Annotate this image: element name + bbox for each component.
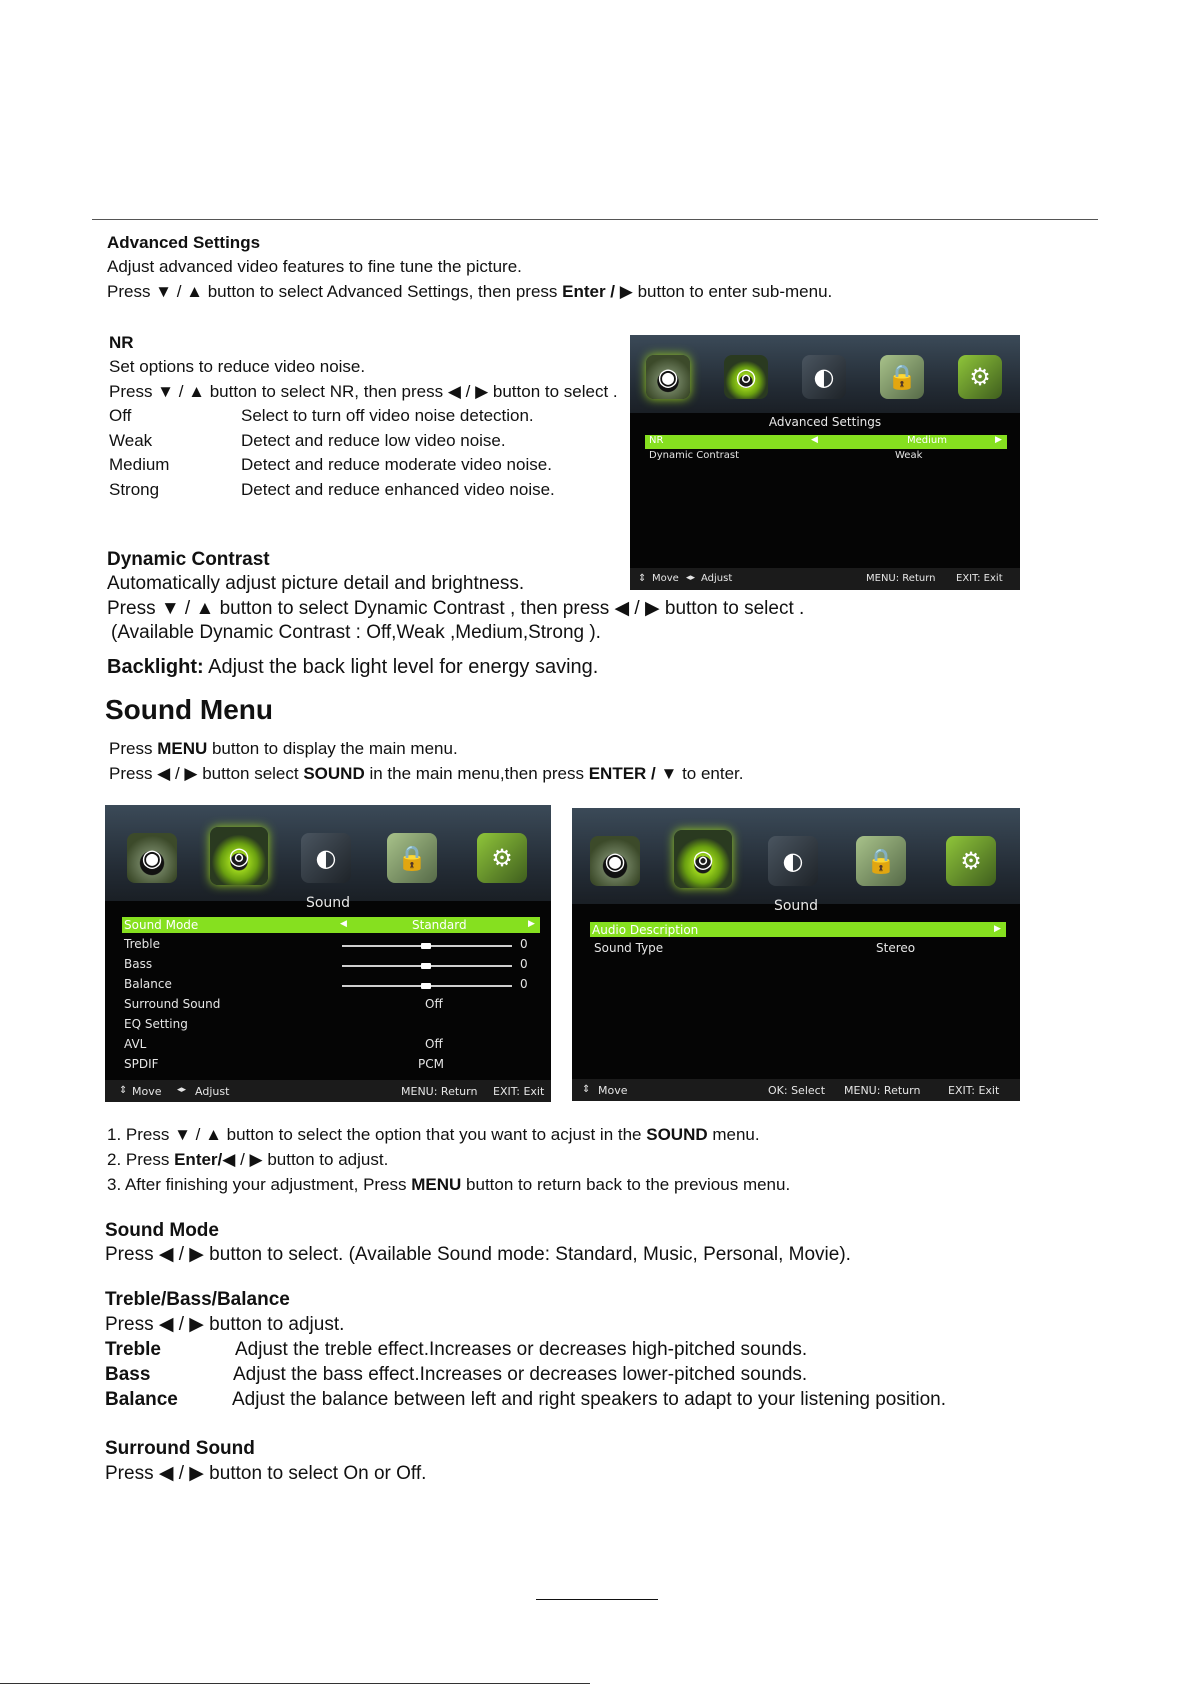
channel-menu-icon[interactable]: ◐	[301, 833, 351, 883]
lock-menu-icon[interactable]: 🔒	[856, 836, 906, 886]
dynamic-contrast-desc: Automatically adjust picture detail and brightness.	[107, 573, 525, 594]
channel-menu-icon[interactable]: ◐	[802, 355, 846, 399]
step-key: MENU	[411, 1175, 462, 1194]
bottom-edge-rule	[0, 1683, 590, 1684]
sound-mode-heading: Sound Mode	[105, 1220, 219, 1241]
step-text: ◀ / ▶ button to adjust.	[222, 1150, 389, 1169]
picture-menu-icon[interactable]: ◉	[646, 355, 690, 399]
step-key: Enter/	[174, 1150, 223, 1169]
move-hint: Move	[598, 1084, 628, 1097]
screen-menu-title: Sound	[305, 895, 351, 911]
menu-row-value: Off	[425, 997, 443, 1011]
adjust-hint: Adjust	[195, 1085, 230, 1098]
move-hint: Move	[652, 573, 679, 584]
surround-sound-text: Press ◀ / ▶ button to select On or Off.	[105, 1463, 427, 1484]
nr-option-term: Weak	[109, 431, 153, 450]
menu-row-label: Sound Mode	[124, 918, 199, 932]
menu-icon-bar	[630, 335, 1020, 413]
sound-menu-icon[interactable]: ◎	[210, 827, 268, 885]
sound-mode-text: Press ◀ / ▶ button to select. (Available Sound mode: Standard, Music, Personal, Movie).	[105, 1244, 851, 1265]
menu-row-label: Audio Description	[592, 923, 699, 937]
nr-option-desc: Select to turn off video noise detection.	[241, 406, 534, 425]
menu-row-value: 0	[520, 977, 528, 991]
menu-row-value: Weak	[895, 450, 923, 461]
lock-menu-icon[interactable]: 🔒	[387, 833, 437, 883]
menu-row-value: Standard	[412, 918, 467, 932]
right-arrow-icon[interactable]: ▶	[994, 924, 1001, 934]
step-text: 1. Press ▼ / ▲ button to select the option that you want to acjust in the	[107, 1125, 647, 1144]
nr-option-term: Strong	[109, 480, 160, 499]
nr-option-desc: Detect and reduce enhanced video noise.	[241, 480, 555, 499]
screen-bottom-bar	[630, 568, 1020, 590]
screen-bottom-bar	[572, 1079, 1020, 1101]
screen-menu-title: Advanced Settings	[768, 415, 882, 429]
step-text: button to return back to the previous menu.	[461, 1175, 791, 1194]
line-text: Press	[109, 739, 158, 758]
tv-screen-advanced-settings	[630, 335, 1020, 590]
channel-menu-icon[interactable]: ◐	[768, 836, 818, 886]
menu-row-label: NR	[649, 435, 664, 446]
menu-row-label[interactable]: Sound Type	[594, 941, 664, 955]
picture-menu-icon[interactable]: ◉	[127, 833, 177, 883]
menu-row-value: Stereo	[876, 941, 916, 955]
menu-row-value: PCM	[418, 1057, 444, 1071]
step-2	[107, 1150, 388, 1170]
advanced-settings-heading: Advanced Settings	[107, 233, 261, 252]
adjust-hint: Adjust	[701, 573, 733, 584]
exit-hint: EXIT: Exit	[493, 1085, 545, 1098]
right-arrow-icon[interactable]: ▶	[528, 919, 535, 929]
return-hint: MENU: Return	[401, 1085, 478, 1098]
picture-menu-icon[interactable]: ◉	[590, 836, 640, 886]
return-hint: MENU: Return	[866, 573, 936, 584]
step-1	[107, 1125, 760, 1145]
treble-bass-balance-heading: Treble/Bass/Balance	[105, 1289, 290, 1310]
instruction-text: button to enter sub-menu.	[637, 282, 833, 301]
nr-option-term: Off	[109, 406, 132, 425]
menu-row-label[interactable]: Dynamic Contrast	[649, 450, 740, 461]
footer-rule	[536, 1599, 658, 1600]
treble-bass-balance-press: Press ◀ / ▶ button to adjust.	[105, 1314, 345, 1335]
menu-row-label[interactable]: EQ Setting	[124, 1017, 188, 1031]
surround-sound-heading: Surround Sound	[105, 1438, 255, 1459]
step-key: SOUND	[646, 1125, 708, 1144]
line-key: MENU	[157, 739, 208, 758]
menu-row-label[interactable]: Bass	[124, 957, 153, 971]
tbb-desc: Adjust the treble effect.Increases or decreases high-pitched sounds.	[235, 1339, 808, 1360]
menu-row-label[interactable]: SPDIF	[124, 1057, 159, 1071]
menu-row-value: 0	[520, 937, 528, 951]
line-text: to enter.	[677, 764, 744, 783]
move-hint: Move	[132, 1085, 162, 1098]
exit-hint: EXIT: Exit	[956, 573, 1003, 584]
settings-gear-icon[interactable]: ⚙	[946, 836, 996, 886]
backlight-text: Adjust the back light level for energy saving.	[208, 656, 599, 678]
tbb-term: Bass	[105, 1364, 151, 1385]
instruction-text: Press ▼ / ▲ button to select Advanced Settings, then press	[107, 282, 563, 301]
screen-menu-title: Sound	[773, 898, 819, 914]
select-hint: OK: Select	[768, 1084, 826, 1097]
menu-row-value: Medium	[907, 435, 947, 446]
nr-desc: Set options to reduce video noise.	[109, 357, 366, 376]
header-rule	[92, 219, 1098, 220]
line-text: Press ◀ / ▶ button select	[109, 764, 304, 783]
return-hint: MENU: Return	[844, 1084, 921, 1097]
advanced-settings-desc: Adjust advanced video features to fine tune the picture.	[107, 257, 522, 276]
menu-row-audio-description[interactable]	[590, 922, 1006, 937]
menu-row-nr[interactable]	[645, 435, 1007, 449]
tbb-term: Balance	[105, 1389, 178, 1410]
line-key: ENTER / ▼	[588, 764, 678, 783]
instruction-key: Enter / ▶	[562, 282, 633, 301]
sound-menu-title: Sound Menu	[105, 694, 273, 725]
menu-row-value: Off	[425, 1037, 443, 1051]
menu-row-sound-mode[interactable]	[122, 917, 540, 933]
settings-gear-icon[interactable]: ⚙	[477, 833, 527, 883]
step-text: 2. Press	[107, 1150, 175, 1169]
tbb-desc: Adjust the bass effect.Increases or decreases lower-pitched sounds.	[233, 1364, 808, 1385]
balance-slider-knob[interactable]	[421, 983, 431, 989]
tbb-desc: Adjust the balance between left and right speakers to adapt to your listening position.	[232, 1389, 947, 1410]
bass-slider-knob[interactable]	[421, 963, 431, 969]
adjust-hint-icon: ◂▸	[686, 573, 696, 583]
exit-hint: EXIT: Exit	[948, 1084, 1000, 1097]
line-key: SOUND	[303, 764, 365, 783]
move-hint-icon: ⇕	[582, 1084, 591, 1095]
nr-heading: NR	[109, 333, 134, 352]
nr-option-desc: Detect and reduce low video noise.	[241, 431, 506, 450]
step-text: menu.	[707, 1125, 760, 1144]
tbb-term: Treble	[105, 1339, 161, 1360]
left-arrow-icon[interactable]: ◀	[340, 919, 347, 929]
menu-icon-bar	[572, 808, 1020, 904]
move-hint-icon: ⇕	[638, 573, 647, 584]
dynamic-contrast-available: (Available Dynamic Contrast : Off,Weak ,Medium,Strong ).	[111, 622, 601, 643]
menu-icon-bar	[105, 805, 551, 901]
menu-row-label[interactable]: Balance	[124, 977, 172, 991]
menu-row-label[interactable]: Surround Sound	[124, 997, 221, 1011]
lock-menu-icon[interactable]: 🔒	[880, 355, 924, 399]
line-text: in the main menu,then press	[364, 764, 589, 783]
nr-option-term: Medium	[109, 455, 170, 474]
right-arrow-icon[interactable]: ▶	[995, 435, 1002, 445]
nr-option-desc: Detect and reduce moderate video noise.	[241, 455, 552, 474]
treble-slider-knob[interactable]	[421, 943, 431, 949]
settings-gear-icon[interactable]: ⚙	[958, 355, 1002, 399]
step-text: 3. After finishing your adjustment, Press	[107, 1175, 412, 1194]
menu-row-label[interactable]: Treble	[124, 937, 160, 951]
dynamic-contrast-instruction: Press ▼ / ▲ button to select Dynamic Contrast , then press ◀ / ▶ button to select .	[107, 598, 805, 619]
move-hint-icon: ⇕	[119, 1085, 128, 1096]
sound-menu-line-1	[109, 739, 458, 759]
sound-menu-icon[interactable]: ◎	[724, 355, 768, 399]
adjust-hint-icon: ◂▸	[177, 1085, 187, 1095]
backlight-line	[107, 656, 598, 678]
sound-menu-line-2	[109, 764, 744, 784]
menu-row-value: 0	[520, 957, 528, 971]
dynamic-contrast-heading: Dynamic Contrast	[107, 549, 270, 570]
advanced-settings-instruction	[107, 282, 832, 302]
screen-bottom-bar	[105, 1080, 551, 1102]
backlight-label: Backlight:	[107, 656, 204, 678]
tv-screen-sound	[105, 805, 551, 1102]
tv-screen-sound-audio	[572, 808, 1020, 1101]
left-arrow-icon[interactable]: ◀	[811, 435, 818, 445]
nr-instruction: Press ▼ / ▲ button to select NR, then press ◀ / ▶ button to select .	[109, 382, 618, 401]
line-text: button to display the main menu.	[207, 739, 458, 758]
step-3	[107, 1175, 790, 1195]
menu-row-label[interactable]: AVL	[124, 1037, 147, 1051]
sound-menu-icon[interactable]: ◎	[674, 830, 732, 888]
